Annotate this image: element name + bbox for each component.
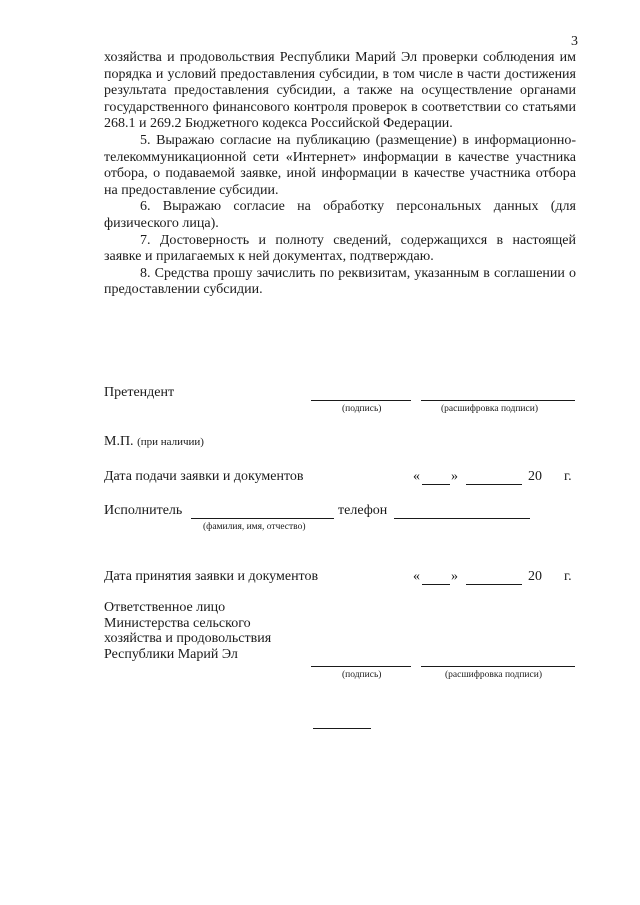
responsible-decoding-caption: (расшифровка подписи) [445, 670, 542, 680]
acceptance-date-label: Дата принятия заявки и документов [104, 569, 319, 584]
paragraph-7: 7. Достоверность и полноту сведений, содержащихся в настоящей заявке и прилагаемых к ней документах, подтверждаю. [104, 232, 576, 265]
body-text [104, 50, 576, 299]
paragraph-5: 5. Выражаю согласие на публикацию (размещение) в информационно-телекоммуникационной сети «Интернет» информации в качестве участника отбора, о подаваемой заявке, иной информации в качестве участника отбора на предоставление субсидии. [104, 132, 576, 198]
applicant-label: Претендент [104, 385, 175, 400]
responsible-line: Министерства сельского [104, 615, 251, 631]
page-number: 3 [571, 34, 578, 49]
applicant-signature-caption: (подпись) [342, 404, 382, 414]
responsible-decoding-line[interactable] [421, 666, 575, 667]
acceptance-year-prefix: 20 [528, 569, 542, 584]
seal-label [104, 434, 204, 450]
responsible-person-block [104, 600, 271, 662]
submission-date-close-quote: » [451, 469, 458, 484]
responsible-line: хозяйства и продовольствия [104, 631, 272, 646]
submission-year-prefix: 20 [528, 469, 542, 484]
submission-day-field[interactable] [422, 484, 450, 485]
paragraph-6: 6. Выражаю согласие на обработку персональных данных (для физического лица). [104, 199, 576, 231]
submission-month-field[interactable] [466, 484, 522, 485]
acceptance-day-field[interactable] [422, 584, 450, 585]
acceptance-month-field[interactable] [466, 584, 522, 585]
end-of-document-divider [313, 728, 371, 729]
applicant-signature-line[interactable] [311, 400, 411, 401]
executor-caption: (фамилия, имя, отчество) [203, 522, 306, 532]
seal-abbrev: М.П. [104, 434, 134, 449]
acceptance-date-close-quote: » [451, 569, 458, 584]
responsible-signature-caption: (подпись) [342, 670, 382, 680]
acceptance-year-suffix: г. [564, 569, 572, 584]
seal-note: (при наличии) [137, 436, 204, 448]
acceptance-date-open-quote: « [413, 569, 420, 584]
applicant-decoding-caption: (расшифровка подписи) [441, 404, 538, 414]
submission-date-open-quote: « [413, 469, 420, 484]
submission-year-suffix: г. [564, 469, 572, 484]
responsible-signature-line[interactable] [311, 666, 411, 667]
executor-label: Исполнитель [104, 503, 183, 518]
submission-date-label: Дата подачи заявки и документов [104, 469, 304, 484]
responsible-line: Республики Марий Эл [104, 646, 238, 662]
phone-field[interactable] [394, 518, 530, 519]
executor-name-field[interactable] [191, 518, 334, 519]
phone-label: телефон [338, 503, 388, 518]
applicant-decoding-line[interactable] [421, 400, 575, 401]
paragraph-continuation: хозяйства и продовольствия Республики Марий Эл проверки соблюдения им порядка и условий предоставления субсидии, в том числе в части достижения результата предоставления субсидии, а также на осуществление органами государственного финансового контроля проверок в соответствии со статьями 268.1 и 269.2 Бюджетного кодекса Российской Федерации. [104, 50, 576, 132]
paragraph-8: 8. Средства прошу зачислить по реквизитам, указанным в соглашении о предоставлении субсидии. [104, 265, 576, 298]
responsible-line: Ответственное лицо [104, 600, 226, 615]
